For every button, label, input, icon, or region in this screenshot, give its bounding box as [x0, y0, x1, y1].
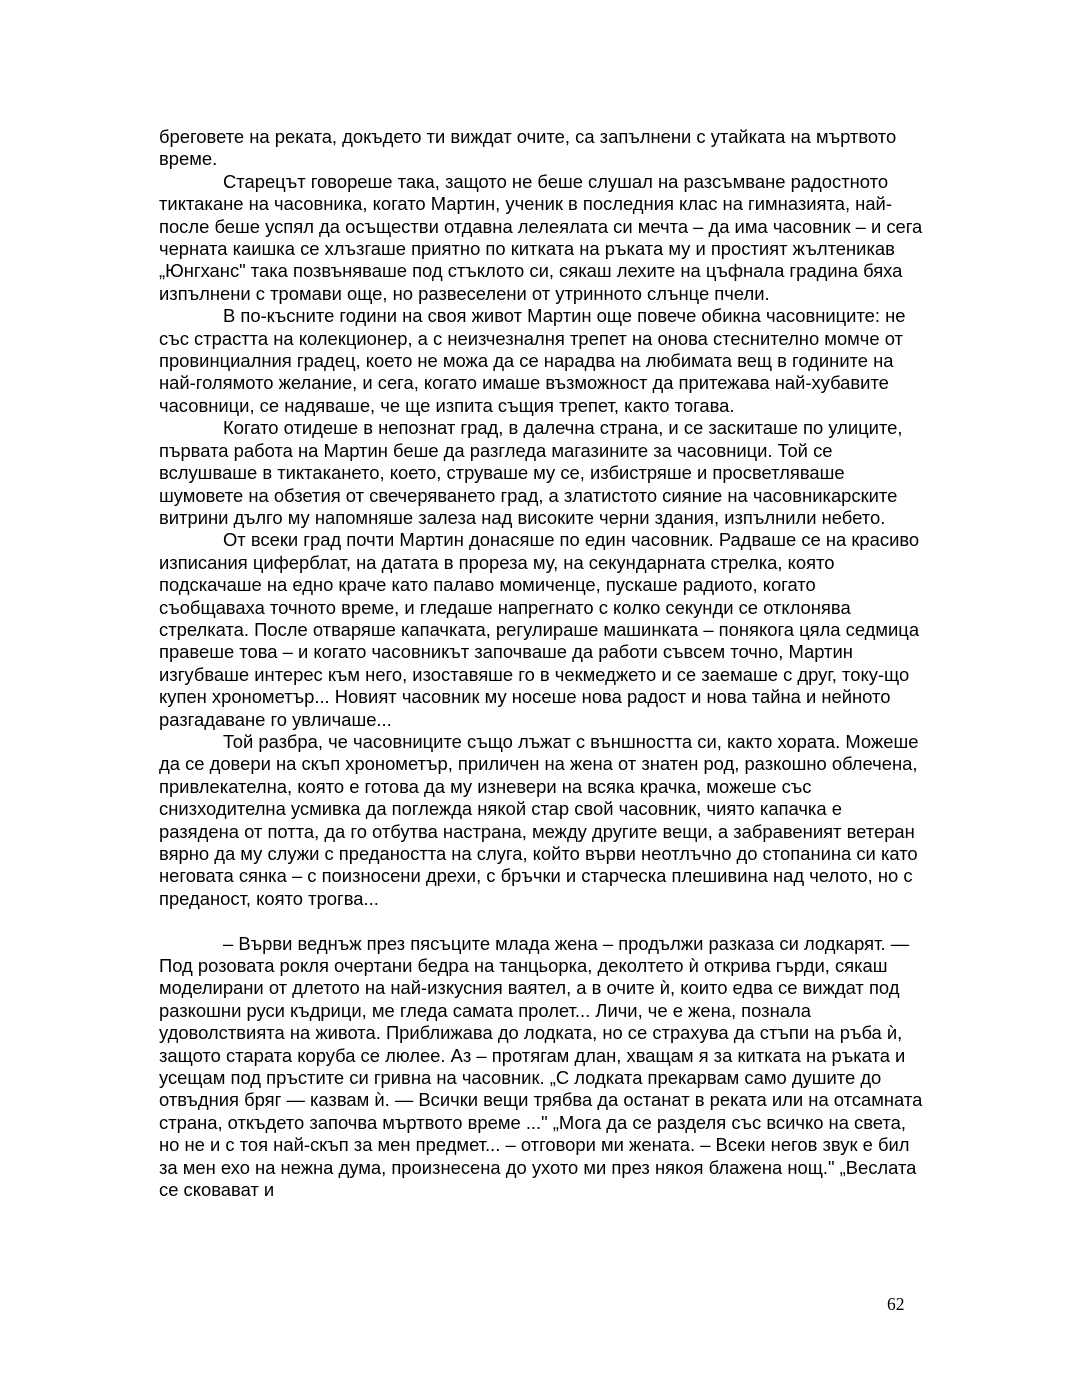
- paragraph-clocks-lie: Той разбра, че часовниците също лъжат с външността си, както хората. Можеше да се довери на скъп хронометър, приличен на жена от знатен род, разкошно облечена, привлекателна, която е готова да му изневери на всяка крачка, можеше със снизходителна усмивка да поглежда някой стар свой часовник, чиято капачка е разядена от потта, да го отбутва настрана, между другите вещи, а забравеният ветеран вярно да му служи с предаността на слуга, който върви неотлъчно до стопанина си като неговата сянка – с поизносени дрехи, с бръчки и старческа плешивина над челото, но с преданост, която трогва...: [159, 730, 919, 909]
- paragraph-boatman: – Върви веднъж през пясъците млада жена – продължи разказа си лодкарят. — Под розовата рокля очертани бедра на танцьорка, деколтето ѝ открива гърди, сякаш моделирани от длетото на най-изкусния ваятел, а в очите ѝ, които едва се виждат под разкошни руси къдрици, ме гледа самата пролет... Личи, че е жена, позна​ла удоволствията на живота. Приближава до лодката, но се страхува да стъпи на ръба ѝ, защото старата коруба се люлее. Аз – протягам длан, хващам я за китката на ръката и усещам под пръстите си гривна на часовник. „С лодката прекарвам само душите до отвъдния бряг — казвам ѝ. — Всички вещи трябва да останат в реката или на отсамната страна, откъдето започва мъртвото време ..." „Мога да се разделя със всичко на света, но не и с тоя най-скъп за мен предмет... – отговори ми жената. – Всеки негов звук е бил за мен ехо на нежна дума, произнесена до ухото ми през някоя блажена нощ." „Веслата се сковават и: [159, 932, 923, 1201]
- paragraph-unknown-city: Когато отидеше в непознат град, в далечна страна, и се заскиташе по улиците, първата работа на Мартин беше да разгледа магазините за часовници. Той се вслушваше в тиктакането, което, струваше му се, избистряше и просветляваше шумовете на обзетия от свечеряването град, а златистото сияние на часовникарските витрини дълго му напомняше залеза над високите черни здания, изпълнили небето.: [159, 417, 903, 528]
- paragraph-continuation: бреговете на реката, докъдето ти виждат очите, са запълнени с утайката на мъртвото време.: [159, 126, 897, 170]
- paragraph-gap: [159, 910, 923, 932]
- paragraph-later-years: В по-късните години на своя живот Мартин още повече обикна часовниците: не със страстта на колекционер, а с неизчезналня трепет на онова стеснително момче от провинциалния градец, което не можа да се нарадва на любимата вещ в годините на най-голямото желание, и сега, когато имаше възможност да притежава най-хубавите часовници, се надяваше, че ще изпита същия трепет, както тогава.: [159, 305, 906, 416]
- body-text: [159, 126, 923, 1201]
- page-number: 62: [887, 1294, 905, 1314]
- paragraph-every-city: От всеки град почти Мартин донасяше по един часовник. Радваше се на красиво изписания циферблат, на датата в прореза му, на секундарната стрелка, която подскачаше на едно краче като палаво момиченце, пускаше радиото, когато съобщаваха точното време, и гледаше напрегнато с колко секунди се отклонява стрелката. После отваряше капачката, регулираше машинката – понякога цяла седмица правеше това – и когато часовникът започваше да работи съвсем точно, Мартин изгубваше интерес към него, изоставяше го в чекмеджето и се заемаше с друг, току-що купен хронометър... Новият часовник му носеше нова радост и нова тайна и нейното разгадаване го увличаше...: [159, 529, 920, 730]
- paragraph-old-man: Старецът говореше така, защото не беше слушал на разсъмване радостното тиктакане на часовника, когато Мартин, ученик в последния клас на гимназията, най-после беше успял да осъществи отдавна лелеялата си мечта – да има часовник – и сега черната каишка се хлъзгаше приятно по китката на ръката му и простият жълтеникав „Юнгханс" така позвъняваше под стъклото си, сякаш лехите на цъфнала градина бяха изпълнени с тромави още, но развеселени от утринното слънце пчели.: [159, 170, 923, 304]
